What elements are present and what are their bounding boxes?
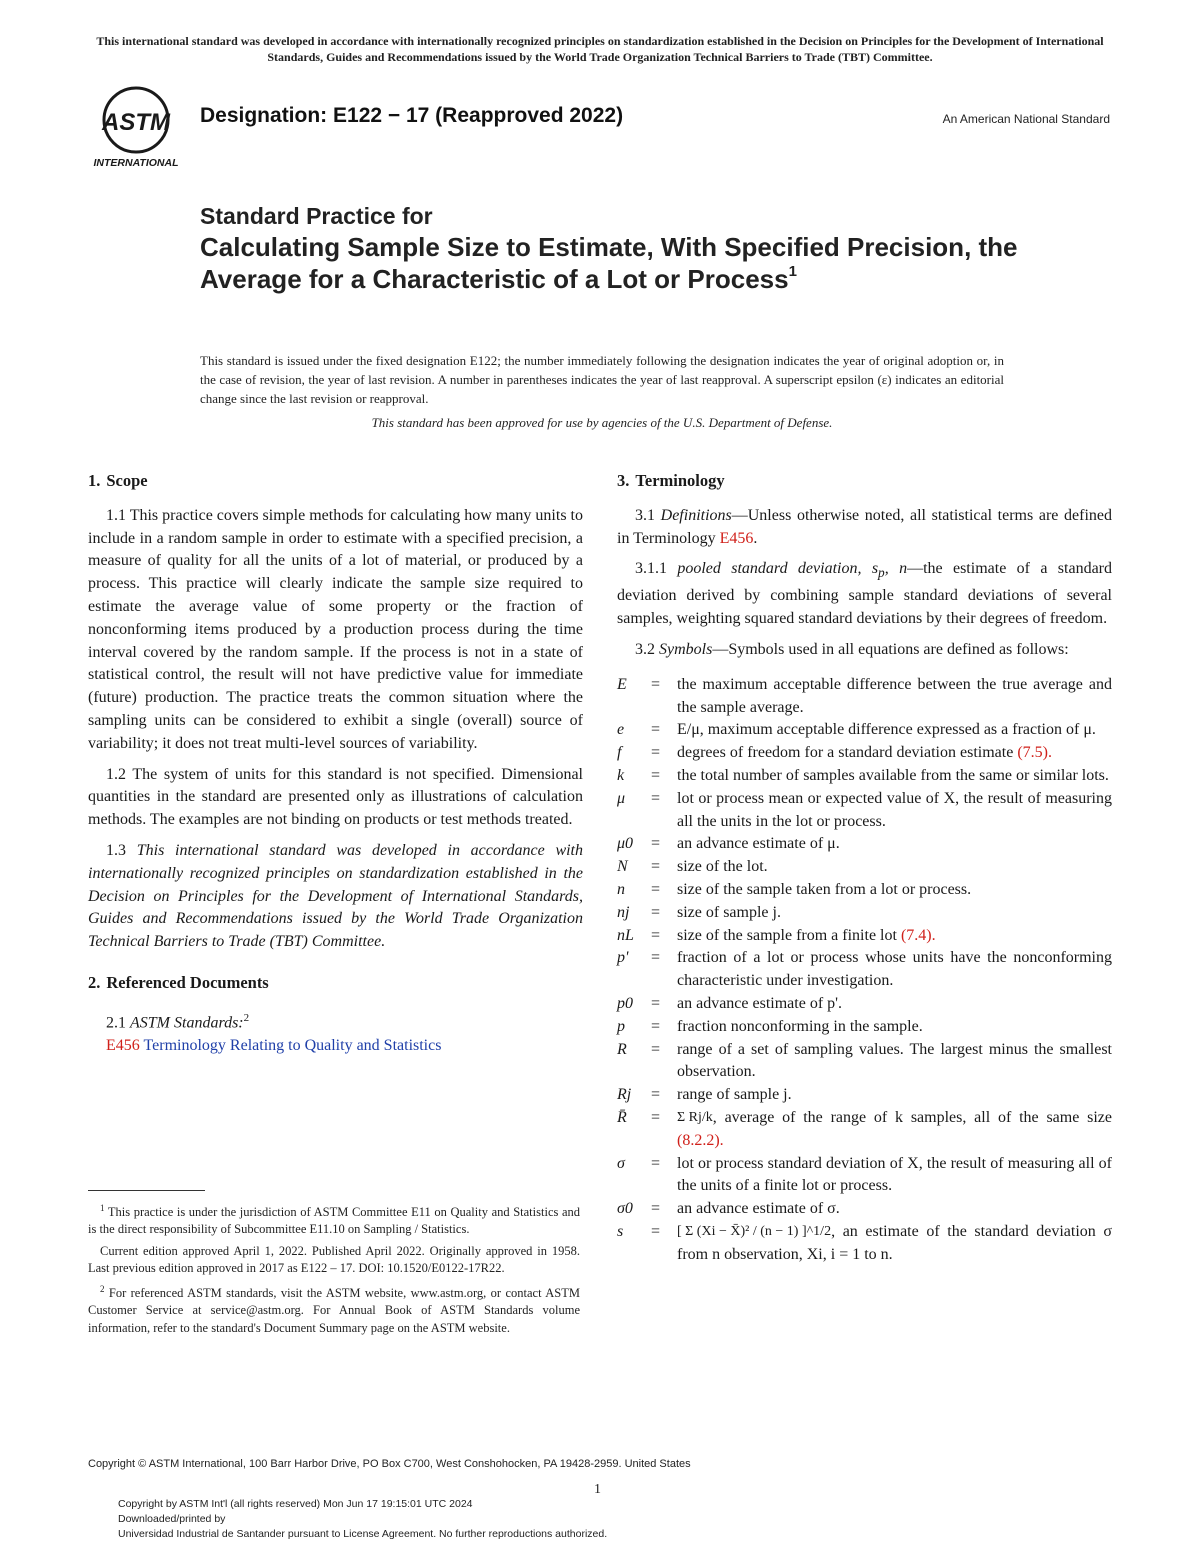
copyright: Copyright © ASTM International, 100 Barr Harbor Drive, PO Box C700, West Conshohocken, PA 19428-2959. United States bbox=[88, 1458, 691, 1470]
symbol-name: σ0 bbox=[617, 1200, 633, 1218]
symbol-name: e bbox=[617, 721, 625, 739]
symbol-definition-text: the total number of samples available from the same or similar lots. bbox=[677, 766, 1109, 784]
symbol-definition bbox=[677, 1221, 1112, 1267]
footnote-rule bbox=[88, 1190, 205, 1191]
symbol-row bbox=[617, 879, 1112, 902]
title-line1: Standard Practice for bbox=[200, 203, 433, 229]
symbol-equals: = bbox=[651, 858, 661, 876]
symbol-definition-text: size of the sample from a finite lot bbox=[677, 926, 897, 944]
issued-note: This standard is issued under the fixed designation E122; the number immediately following the designation indicates the year of original adoption or, in the case of revision, the year of last revision. A number in parentheses indicates the year of last reapproval. A superscript epsilon (ε) indicates an editorial change since the last revision or reapproval. bbox=[200, 353, 1004, 406]
symbol-name: s bbox=[617, 1222, 624, 1240]
symbol-row bbox=[617, 1153, 1112, 1199]
symbol-row bbox=[617, 1084, 1112, 1107]
symbol-equals: = bbox=[651, 1040, 661, 1058]
title-main bbox=[200, 231, 1060, 295]
symbol-definition-text: degrees of freedom for a standard deviation estimate bbox=[677, 744, 1014, 762]
symbol-name: p0 bbox=[617, 994, 633, 1012]
symbol-definition-text: size of the lot. bbox=[677, 858, 768, 876]
symbol-definition bbox=[677, 674, 1112, 720]
section-heading-terminology: 3. Terminology bbox=[617, 471, 725, 490]
symbol-definition bbox=[677, 1039, 1112, 1085]
symbol-equals: = bbox=[651, 1017, 661, 1035]
logo-text: ASTM bbox=[102, 109, 170, 136]
symbol-row bbox=[617, 947, 1112, 993]
symbol-equals: = bbox=[651, 675, 661, 693]
symbol-row bbox=[617, 925, 1112, 948]
symbol-definition-text: an advance estimate of μ. bbox=[677, 835, 840, 853]
title-block bbox=[200, 201, 1060, 295]
symbol-equals: = bbox=[651, 926, 661, 944]
symbol-row bbox=[617, 833, 1112, 856]
symbol-equals: = bbox=[651, 1108, 661, 1126]
top-notice: This international standard was developed in accordance with internationally recognized principles on standardization established in the Decision on Principles for the Development of International Standards, Guides and Recommendations issued by the World Trade Organization Technical Barriers to Trade (TBT) Committee. bbox=[96, 34, 1104, 64]
symbol-ref-link[interactable]: (7.5). bbox=[1017, 744, 1052, 762]
symbol-equals: = bbox=[651, 721, 661, 739]
symbol-equals: = bbox=[651, 1154, 661, 1172]
symbol-definition bbox=[677, 993, 1112, 1016]
symbol-name: N bbox=[617, 858, 628, 876]
symbol-definition-text: size of the sample taken from a lot or process. bbox=[677, 880, 972, 898]
section-heading-scope: 1. Scope bbox=[88, 471, 148, 490]
symbol-definition bbox=[677, 833, 1112, 856]
symbol-name: μ bbox=[617, 789, 626, 807]
symbol-row bbox=[617, 742, 1112, 765]
symbol-name: E bbox=[617, 675, 627, 693]
symbol-equals: = bbox=[651, 1222, 661, 1240]
symbol-row bbox=[617, 993, 1112, 1016]
symbol-formula: [ Σ (Xi − X̄)² / (n − 1) ]^1/2 bbox=[677, 1223, 832, 1239]
symbol-definition-text: the maximum acceptable difference between the true average and the sample average. bbox=[677, 675, 1112, 716]
symbol-name: k bbox=[617, 766, 625, 784]
symbol-name: n bbox=[617, 880, 625, 898]
symbol-definition bbox=[677, 1198, 1112, 1221]
symbol-definition-text: an advance estimate of p'. bbox=[677, 994, 843, 1012]
symbol-name: σ bbox=[617, 1154, 625, 1172]
symbol-row bbox=[617, 856, 1112, 879]
para-1-2: 1.2 The system of units for this standard is not specified. Dimensional quantities in the standard are presented only as illustrations of calculation methods. The examples are not binding on products or test methods treated. bbox=[88, 765, 583, 829]
page-number: 1 bbox=[594, 1482, 601, 1497]
symbol-row bbox=[617, 674, 1112, 720]
symbol-definition-text: size of sample j. bbox=[677, 903, 781, 921]
symbol-name: μ0 bbox=[617, 835, 634, 853]
symbol-row bbox=[617, 765, 1112, 788]
left-column bbox=[88, 470, 583, 1058]
license-info: Copyright by ASTM Int'l (all rights reserved) Mon Jun 17 19:15:01 UTC 2024 Downloaded/printed by Universidad Industrial de Santander pursuant to License Agreement. No further reproductions authorized. bbox=[118, 1498, 608, 1540]
symbol-formula: Σ Rj/k bbox=[677, 1109, 713, 1125]
symbol-name: R bbox=[617, 1040, 627, 1058]
symbol-equals: = bbox=[651, 880, 661, 898]
symbol-name: nj bbox=[617, 903, 630, 921]
title-main-text: Calculating Sample Size to Estimate, With Specified Precision, the Average for a Characteristic of a Lot or Process bbox=[200, 232, 1018, 294]
para-3-2: 3.2 Symbols—Symbols used in all equations are defined as follows: bbox=[635, 640, 1069, 658]
para-1-1: 1.1 This practice covers simple methods for calculating how many units to include in a random sample in order to estimate with a specified precision, a measure of quality for all the units of a lot of material, or produced by a process. This practice will clearly indicate the sample size required to estimate the average value of some property or the fraction of nonconforming items produced by a production process during the time interval covered by the random sample. If the process is not in a state of statistical control, the result will not have predictive value for immediate (future) production. The practice treats the common situation where the sampling units can be considered to exhibit a single (overall) source of variability; it does not treat multi-level sources of variability. bbox=[88, 506, 583, 752]
symbol-definition bbox=[677, 856, 1112, 879]
ref-link-e456[interactable]: E456 Terminology Relating to Quality and Statistics bbox=[106, 1036, 442, 1054]
symbol-definition bbox=[677, 719, 1112, 742]
symbol-row bbox=[617, 1107, 1112, 1153]
designation: Designation: E122 − 17 (Reapproved 2022) bbox=[200, 104, 624, 127]
symbol-name: Rj bbox=[617, 1086, 632, 1104]
symbol-definition-text: fraction of a lot or process whose units have the nonconforming characteristic under investigation. bbox=[677, 949, 1112, 990]
symbol-definition bbox=[677, 879, 1112, 902]
symbol-definition bbox=[677, 1153, 1112, 1199]
symbol-definition bbox=[677, 1107, 1112, 1153]
symbol-equals: = bbox=[651, 1200, 661, 1218]
symbol-row bbox=[617, 1221, 1112, 1267]
american-national-standard: An American National Standard bbox=[942, 112, 1110, 126]
footnote-2: $^2$ For referenced ASTM standards, visit the ASTM website, www.astm.org, or contact ASTM Customer Service at service@astm.org. For Annual Book of ASTM Standards volume information, refer to the standard's Document Summary page on the ASTM website. bbox=[88, 1283, 580, 1335]
title-footnote-mark[interactable]: 1 bbox=[788, 263, 797, 280]
symbol-equals: = bbox=[651, 789, 661, 807]
symbol-row bbox=[617, 1198, 1112, 1221]
symbol-definition bbox=[677, 765, 1112, 788]
symbol-definition bbox=[677, 742, 1112, 765]
symbol-definition bbox=[677, 925, 1112, 948]
symbol-row bbox=[617, 1039, 1112, 1085]
dod-note: This standard has been approved for use by agencies of the U.S. Department of Defense. bbox=[371, 415, 833, 430]
symbol-equals: = bbox=[651, 1086, 661, 1104]
symbol-name: nL bbox=[617, 926, 634, 944]
symbol-definition-text: lot or process standard deviation of X, the result of measuring all of the units of a finite lot or process. bbox=[677, 1154, 1112, 1195]
symbol-definition-text: range of a set of sampling values. The largest minus the smallest observation. bbox=[677, 1040, 1112, 1081]
symbol-equals: = bbox=[651, 744, 661, 762]
symbol-definition-text: lot or process mean or expected value of X, the result of measuring all the units in the lot or process. bbox=[677, 789, 1112, 830]
symbol-equals: = bbox=[651, 949, 661, 967]
symbol-name: R̄ bbox=[617, 1108, 627, 1126]
symbols-table bbox=[617, 674, 1112, 1267]
footnotes bbox=[88, 1200, 580, 1341]
symbol-name: p' bbox=[617, 949, 629, 967]
para-2-1: 2.1 ASTM Standards:$^2$ bbox=[106, 1011, 250, 1032]
symbol-definition bbox=[677, 1016, 1112, 1039]
footnote-1: $^1$ This practice is under the jurisdiction of ASTM Committee E11 on Quality and Statistics and is the direct responsibility of Subcommittee E11.10 on Sampling / Statistics. bbox=[88, 1203, 581, 1237]
ref-e456-inline[interactable]: E456 bbox=[719, 529, 754, 547]
symbol-definition bbox=[677, 1084, 1112, 1107]
symbol-row bbox=[617, 902, 1112, 925]
symbol-equals: = bbox=[651, 994, 661, 1012]
symbol-name: f bbox=[617, 744, 622, 762]
symbol-definition-text: an advance estimate of σ. bbox=[677, 1200, 840, 1218]
symbol-name: p bbox=[617, 1017, 625, 1035]
symbol-definition-text: E/μ, maximum acceptable difference expressed as a fraction of μ. bbox=[677, 721, 1096, 739]
symbol-definition bbox=[677, 788, 1112, 834]
right-column bbox=[617, 470, 1112, 1267]
astm-logo bbox=[88, 84, 188, 170]
symbol-row bbox=[617, 1016, 1112, 1039]
symbol-equals: = bbox=[651, 835, 661, 853]
symbol-definition-text: range of sample j. bbox=[677, 1086, 792, 1104]
symbol-definition bbox=[677, 947, 1112, 993]
symbol-row bbox=[617, 719, 1112, 742]
footnote-1-current: Current edition approved April 1, 2022. Published April 2022. Originally approved in 1958. Last previous edition approved in 2017 as E122 – 17. DOI: 10.1520/E0122-17R22. bbox=[88, 1243, 580, 1275]
symbol-equals: = bbox=[651, 903, 661, 921]
symbol-ref-link[interactable]: (7.4). bbox=[900, 926, 936, 944]
para-1-3: 1.3 This international standard was developed in accordance with internationally recognized principles on standardization established in the Decision on Principles for the Development of International Standards, Guides and Recommendations issued by the World Trade Organization Technical Barriers to Trade (TBT) Committee. bbox=[88, 841, 584, 951]
logo-subtext: INTERNATIONAL bbox=[93, 157, 179, 169]
symbol-definition bbox=[677, 902, 1112, 925]
section-heading-referenced: 2. Referenced Documents bbox=[88, 972, 269, 992]
symbol-ref-link[interactable]: (8.2.2). bbox=[677, 1131, 724, 1149]
para-3-1-1: 3.1.1 pooled standard deviation, $s_p$, n—the estimate of a standard deviation derived by combining sample standard deviations of several samples, weighting squared standard deviations by their degrees of freedom. bbox=[617, 560, 1112, 628]
symbol-row bbox=[617, 788, 1112, 834]
symbol-equals: = bbox=[651, 766, 661, 784]
symbol-definition-text: fraction nonconforming in the sample. bbox=[677, 1017, 923, 1035]
symbol-definition-text: , average of the range of k samples, all of the same size bbox=[712, 1108, 1112, 1126]
para-3-1: 3.1 Definitions—Unless otherwise noted, all statistical terms are defined in Terminology E456. bbox=[617, 506, 1113, 547]
symbol-definition-text: , an estimate of the standard deviation σ from n observation, Xi, i = 1 to n. bbox=[677, 1223, 1112, 1263]
